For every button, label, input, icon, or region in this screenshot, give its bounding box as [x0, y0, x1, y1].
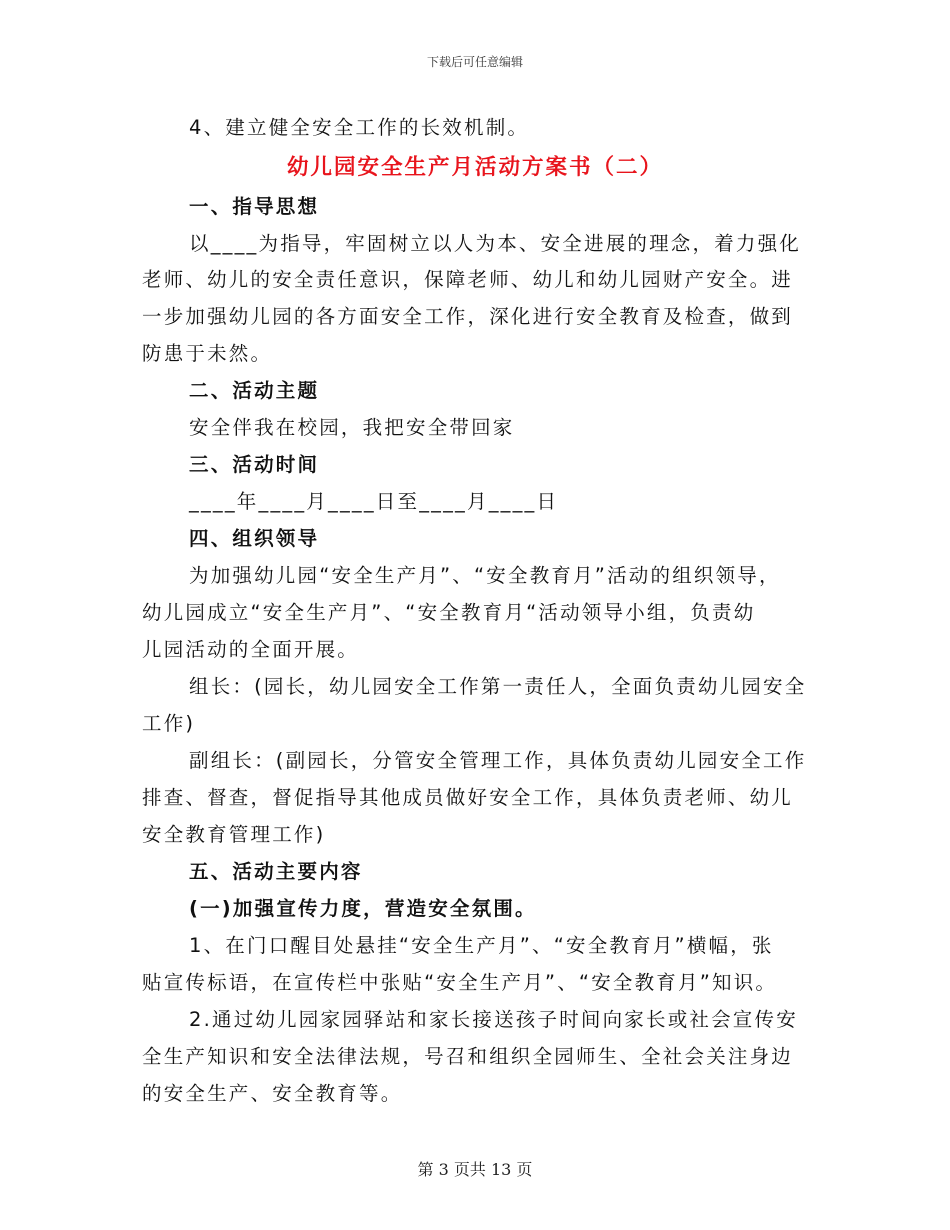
paragraph-line: 安全伴我在校园，我把安全带回家 [189, 416, 515, 439]
paragraph-line: 为加强幼儿园“安全生产月”、“安全教育月”活动的组织领导， [189, 564, 781, 587]
paragraph-line: 老师、幼儿的安全责任意识，保障老师、幼儿和幼儿园财产安全。进 [142, 268, 794, 291]
page-header: 下载后可任意编辑 [426, 55, 523, 69]
section-heading: 一、指导思想 [189, 195, 320, 218]
section-heading: 二、活动主题 [189, 379, 320, 402]
paragraph-line: 副组长：(副园长，分管安全管理工作，具体负责幼儿园安全工作 [189, 749, 807, 772]
paragraph-line: 以____为指导，牢固树立以人为本、安全进展的理念，着力强化 [189, 232, 802, 255]
paragraph-line: 幼儿园成立“安全生产月”、“安全教育月“活动领导小组，负责幼 [142, 601, 756, 624]
paragraph-line: 的安全生产、安全教育等。 [142, 1082, 403, 1105]
paragraph-line: 一步加强幼儿园的各方面安全工作，深化进行安全教育及检查，做到 [142, 305, 794, 328]
paragraph-line: ____年____月____日至____月____日 [189, 490, 559, 513]
paragraph-line: 工作) [142, 712, 196, 735]
paragraph-line: 1、在门口醒目处悬挂“安全生产月”、“安全教育月”横幅，张 [189, 934, 774, 957]
paragraph-line: 儿园活动的全面开展。 [142, 638, 360, 661]
paragraph-line: 防患于未然。 [142, 342, 273, 365]
paragraph-line: 2.通过幼儿园家园驿站和家长接送孩子时间向家长或社会宣传安 [189, 1008, 798, 1031]
section-heading: 四、组织领导 [189, 527, 320, 550]
paragraph-line: 贴宣传标语，在宣传栏中张贴“安全生产月”、“安全教育月”知识。 [142, 971, 778, 994]
section-heading: 五、活动主要内容 [189, 860, 363, 883]
paragraph-line: 排查、督查，督促指导其他成员做好安全工作，具体负责老师、幼儿 [142, 786, 794, 809]
page-footer: 第 3 页共 13 页 [417, 1160, 533, 1179]
paragraph-line: 安全教育管理工作) [142, 823, 326, 846]
subsection-heading: (一)加强宣传力度，营造安全氛围。 [189, 897, 537, 920]
list-item: 4、建立健全安全工作的长效机制。 [189, 116, 530, 139]
section-heading: 三、活动时间 [189, 453, 320, 476]
paragraph-line: 全生产知识和安全法律法规，号召和组织全园师生、全社会关注身边 [142, 1045, 794, 1068]
document-title: 幼儿园安全生产月活动方案书（二） [286, 155, 663, 180]
paragraph-line: 组长：(园长，幼儿园安全工作第一责任人，全面负责幼儿园安全 [189, 675, 807, 698]
